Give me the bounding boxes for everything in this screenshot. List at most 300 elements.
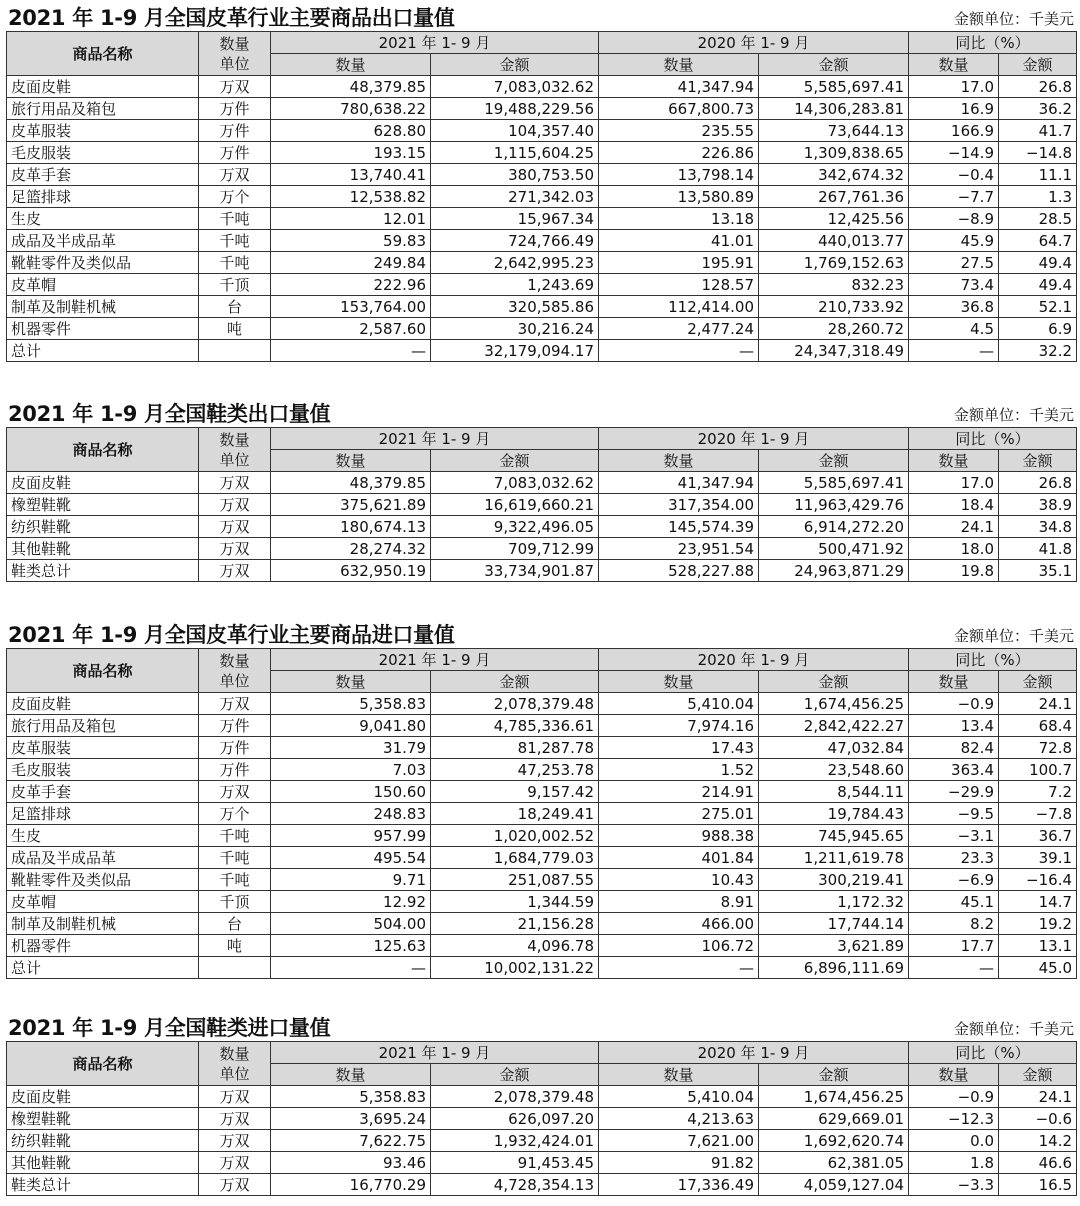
header-amount-2021: 金额 — [431, 450, 599, 472]
qty-2021-cell: 5,358.83 — [271, 693, 431, 715]
yoy-qty-cell: 45.9 — [909, 230, 999, 252]
table-row — [7, 935, 1077, 957]
product-name-cell: 旅行用品及箱包 — [7, 715, 199, 737]
yoy-amount-cell: 14.7 — [999, 891, 1077, 913]
header-period-2021: 2021 年 1- 9 月 — [271, 428, 599, 450]
header-amount-yoy: 金额 — [999, 450, 1077, 472]
table-row — [7, 913, 1077, 935]
qty-2021-cell: 28,274.32 — [271, 538, 431, 560]
yoy-amount-cell: 14.2 — [999, 1130, 1077, 1152]
product-name-cell: 皮面皮鞋 — [7, 693, 199, 715]
yoy-qty-cell: −0.9 — [909, 1086, 999, 1108]
qty-2020-cell: 5,410.04 — [599, 1086, 759, 1108]
yoy-qty-cell: 18.0 — [909, 538, 999, 560]
product-name-cell: 橡塑鞋靴 — [7, 494, 199, 516]
table-row — [7, 693, 1077, 715]
amount-2020-cell: 1,211,619.78 — [759, 847, 909, 869]
product-name-cell: 其他鞋靴 — [7, 1152, 199, 1174]
header-period-2020: 2020 年 1- 9 月 — [599, 32, 909, 54]
product-name-cell: 机器零件 — [7, 318, 199, 340]
unit-cell: 万个 — [199, 803, 271, 825]
qty-2020-cell: 41,347.94 — [599, 76, 759, 98]
table-title: 2021 年 1-9 月全国鞋类进口量值 — [8, 1016, 331, 1040]
table-row — [7, 230, 1077, 252]
product-name-cell: 生皮 — [7, 208, 199, 230]
amount-2020-cell: 14,306,283.81 — [759, 98, 909, 120]
unit-cell: 万件 — [199, 737, 271, 759]
amount-2021-cell: 16,619,660.21 — [431, 494, 599, 516]
header-unit-line2: 单位 — [219, 1064, 250, 1083]
table-row — [7, 1174, 1077, 1196]
header-unit-line1: 数量 — [219, 430, 250, 449]
header-amount-2021: 金额 — [431, 671, 599, 693]
amount-2020-cell: 1,309,838.65 — [759, 142, 909, 164]
unit-cell: 千吨 — [199, 847, 271, 869]
unit-cell: 万双 — [199, 76, 271, 98]
unit-cell: 千顶 — [199, 274, 271, 296]
table-row — [7, 98, 1077, 120]
qty-2021-cell: 504.00 — [271, 913, 431, 935]
product-name-cell: 机器零件 — [7, 935, 199, 957]
product-name-cell: 皮面皮鞋 — [7, 472, 199, 494]
amount-2021-cell: 7,083,032.62 — [431, 472, 599, 494]
qty-2021-cell: 2,587.60 — [271, 318, 431, 340]
qty-2020-cell: 226.86 — [599, 142, 759, 164]
product-name-cell: 毛皮服装 — [7, 142, 199, 164]
product-name-cell: 制革及制鞋机械 — [7, 913, 199, 935]
yoy-qty-cell: 8.2 — [909, 913, 999, 935]
amount-unit-note: 金额单位：千美元 — [953, 10, 1074, 28]
yoy-amount-cell: 26.8 — [999, 76, 1077, 98]
qty-2021-cell: 125.63 — [271, 935, 431, 957]
qty-2020-cell: 235.55 — [599, 120, 759, 142]
amount-2021-cell: 32,179,094.17 — [431, 340, 599, 362]
qty-2020-cell: 7,621.00 — [599, 1130, 759, 1152]
table-title: 2021 年 1-9 月全国鞋类出口量值 — [8, 402, 331, 426]
amount-2020-cell: 24,963,871.29 — [759, 560, 909, 582]
product-name-cell: 橡塑鞋靴 — [7, 1108, 199, 1130]
table-row — [7, 715, 1077, 737]
yoy-amount-cell: 41.8 — [999, 538, 1077, 560]
amount-2021-cell: 320,585.86 — [431, 296, 599, 318]
yoy-amount-cell: 45.0 — [999, 957, 1077, 979]
amount-2020-cell: 62,381.05 — [759, 1152, 909, 1174]
unit-cell: 万双 — [199, 781, 271, 803]
header-unit — [199, 32, 271, 76]
yoy-amount-cell: 35.1 — [999, 560, 1077, 582]
header-qty-yoy: 数量 — [909, 54, 999, 76]
header-unit — [199, 1042, 271, 1086]
yoy-qty-cell: 13.4 — [909, 715, 999, 737]
unit-cell: 万件 — [199, 98, 271, 120]
amount-unit-note: 金额单位：千美元 — [953, 627, 1074, 645]
amount-2021-cell: 1,243.69 — [431, 274, 599, 296]
header-period-2020: 2020 年 1- 9 月 — [599, 1042, 909, 1064]
qty-2020-cell: 317,354.00 — [599, 494, 759, 516]
qty-2020-cell: 5,410.04 — [599, 693, 759, 715]
qty-2021-cell: 16,770.29 — [271, 1174, 431, 1196]
table-title: 2021 年 1-9 月全国皮革行业主要商品进口量值 — [8, 623, 455, 647]
amount-2020-cell: 1,769,152.63 — [759, 252, 909, 274]
qty-2020-cell: 8.91 — [599, 891, 759, 913]
header-period-2021: 2021 年 1- 9 月 — [271, 1042, 599, 1064]
yoy-amount-cell: 7.2 — [999, 781, 1077, 803]
qty-2020-cell: 13,580.89 — [599, 186, 759, 208]
header-unit-line1: 数量 — [219, 34, 250, 53]
qty-2020-cell: 401.84 — [599, 847, 759, 869]
yoy-amount-cell: 39.1 — [999, 847, 1077, 869]
table-row — [7, 759, 1077, 781]
amount-2020-cell: 745,945.65 — [759, 825, 909, 847]
amount-2021-cell: 47,253.78 — [431, 759, 599, 781]
yoy-amount-cell: 13.1 — [999, 935, 1077, 957]
amount-2020-cell: 24,347,318.49 — [759, 340, 909, 362]
amount-2021-cell: 4,096.78 — [431, 935, 599, 957]
product-name-cell: 皮革帽 — [7, 274, 199, 296]
amount-2020-cell: 5,585,697.41 — [759, 76, 909, 98]
unit-cell: 万件 — [199, 120, 271, 142]
unit-cell: 万双 — [199, 1152, 271, 1174]
amount-2021-cell: 2,642,995.23 — [431, 252, 599, 274]
qty-2020-cell: 195.91 — [599, 252, 759, 274]
amount-2021-cell: 9,322,496.05 — [431, 516, 599, 538]
yoy-qty-cell: −12.3 — [909, 1108, 999, 1130]
qty-2021-cell: 5,358.83 — [271, 1086, 431, 1108]
amount-2020-cell: 1,674,456.25 — [759, 1086, 909, 1108]
data-table — [6, 1041, 1077, 1196]
header-amount-2020: 金额 — [759, 1064, 909, 1086]
amount-2021-cell: 15,967.34 — [431, 208, 599, 230]
yoy-qty-cell: −3.1 — [909, 825, 999, 847]
header-unit-line2: 单位 — [219, 671, 250, 690]
product-name-cell: 成品及半成品革 — [7, 847, 199, 869]
amount-2020-cell: 2,842,422.27 — [759, 715, 909, 737]
table-row — [7, 957, 1077, 979]
amount-2020-cell: 500,471.92 — [759, 538, 909, 560]
amount-2020-cell: 11,963,429.76 — [759, 494, 909, 516]
qty-2021-cell: 7.03 — [271, 759, 431, 781]
qty-2020-cell: 10.43 — [599, 869, 759, 891]
amount-2021-cell: 33,734,901.87 — [431, 560, 599, 582]
yoy-amount-cell: 36.2 — [999, 98, 1077, 120]
unit-cell: 万双 — [199, 516, 271, 538]
amount-2021-cell: 19,488,229.56 — [431, 98, 599, 120]
product-name-cell: 皮革帽 — [7, 891, 199, 913]
product-name-cell: 总计 — [7, 340, 199, 362]
header-product-name: 商品名称 — [7, 428, 199, 472]
table-row — [7, 516, 1077, 538]
amount-2020-cell: 73,644.13 — [759, 120, 909, 142]
qty-2020-cell: 1.52 — [599, 759, 759, 781]
qty-2020-cell: 988.38 — [599, 825, 759, 847]
qty-2020-cell: 112,414.00 — [599, 296, 759, 318]
qty-2021-cell: 957.99 — [271, 825, 431, 847]
qty-2020-cell: 23,951.54 — [599, 538, 759, 560]
table-row — [7, 847, 1077, 869]
amount-2020-cell: 629,669.01 — [759, 1108, 909, 1130]
yoy-qty-cell: 45.1 — [909, 891, 999, 913]
unit-cell: 万双 — [199, 538, 271, 560]
yoy-amount-cell: −14.8 — [999, 142, 1077, 164]
product-name-cell: 足篮排球 — [7, 803, 199, 825]
product-name-cell: 总计 — [7, 957, 199, 979]
amount-2021-cell: 104,357.40 — [431, 120, 599, 142]
yoy-qty-cell: −0.4 — [909, 164, 999, 186]
unit-cell: 万件 — [199, 142, 271, 164]
qty-2021-cell: 12.92 — [271, 891, 431, 913]
header-product-name: 商品名称 — [7, 649, 199, 693]
amount-2021-cell: 7,083,032.62 — [431, 76, 599, 98]
yoy-amount-cell: 24.1 — [999, 1086, 1077, 1108]
qty-2021-cell: 180,674.13 — [271, 516, 431, 538]
table-row — [7, 1130, 1077, 1152]
unit-cell: 万双 — [199, 164, 271, 186]
table-row — [7, 560, 1077, 582]
yoy-qty-cell: 17.0 — [909, 76, 999, 98]
table-row — [7, 120, 1077, 142]
header-unit-line1: 数量 — [219, 1044, 250, 1063]
amount-2021-cell: 21,156.28 — [431, 913, 599, 935]
amount-2020-cell: 210,733.92 — [759, 296, 909, 318]
yoy-amount-cell: 1.3 — [999, 186, 1077, 208]
unit-cell: 万双 — [199, 693, 271, 715]
yoy-amount-cell: −7.8 — [999, 803, 1077, 825]
unit-cell: 千吨 — [199, 208, 271, 230]
amount-2021-cell: 9,157.42 — [431, 781, 599, 803]
qty-2020-cell: 4,213.63 — [599, 1108, 759, 1130]
yoy-qty-cell: −8.9 — [909, 208, 999, 230]
yoy-qty-cell: −3.3 — [909, 1174, 999, 1196]
yoy-qty-cell: 27.5 — [909, 252, 999, 274]
header-period-2021: 2021 年 1- 9 月 — [271, 32, 599, 54]
yoy-qty-cell: −6.9 — [909, 869, 999, 891]
yoy-qty-cell: 17.7 — [909, 935, 999, 957]
table-row — [7, 494, 1077, 516]
product-name-cell: 皮面皮鞋 — [7, 1086, 199, 1108]
amount-2020-cell: 6,914,272.20 — [759, 516, 909, 538]
table-row — [7, 76, 1077, 98]
amount-2021-cell: 2,078,379.48 — [431, 1086, 599, 1108]
yoy-amount-cell: 64.7 — [999, 230, 1077, 252]
qty-2021-cell: 13,740.41 — [271, 164, 431, 186]
qty-2020-cell: — — [599, 340, 759, 362]
qty-2020-cell: 275.01 — [599, 803, 759, 825]
product-name-cell: 皮革服装 — [7, 737, 199, 759]
data-table — [6, 31, 1077, 362]
qty-2021-cell: 193.15 — [271, 142, 431, 164]
qty-2021-cell: 31.79 — [271, 737, 431, 759]
header-qty-2021: 数量 — [271, 450, 431, 472]
data-table — [6, 427, 1077, 582]
data-table — [6, 648, 1077, 979]
unit-cell: 千吨 — [199, 252, 271, 274]
amount-2021-cell: 380,753.50 — [431, 164, 599, 186]
yoy-qty-cell: — — [909, 957, 999, 979]
product-name-cell: 生皮 — [7, 825, 199, 847]
header-unit-line2: 单位 — [219, 450, 250, 469]
header-amount-2020: 金额 — [759, 54, 909, 76]
yoy-qty-cell: −9.5 — [909, 803, 999, 825]
amount-2021-cell: 1,115,604.25 — [431, 142, 599, 164]
amount-2020-cell: 23,548.60 — [759, 759, 909, 781]
unit-cell: 吨 — [199, 935, 271, 957]
unit-cell: 万双 — [199, 1174, 271, 1196]
table-row — [7, 142, 1077, 164]
yoy-amount-cell: 52.1 — [999, 296, 1077, 318]
qty-2021-cell: 48,379.85 — [271, 472, 431, 494]
unit-cell: 万件 — [199, 715, 271, 737]
header-amount-yoy: 金额 — [999, 1064, 1077, 1086]
yoy-qty-cell: −7.7 — [909, 186, 999, 208]
table-row — [7, 318, 1077, 340]
qty-2020-cell: 528,227.88 — [599, 560, 759, 582]
qty-2021-cell: 3,695.24 — [271, 1108, 431, 1130]
yoy-qty-cell: 166.9 — [909, 120, 999, 142]
yoy-amount-cell: 19.2 — [999, 913, 1077, 935]
header-yoy: 同比（%） — [909, 428, 1077, 450]
yoy-qty-cell: −0.9 — [909, 693, 999, 715]
header-qty-yoy: 数量 — [909, 450, 999, 472]
yoy-amount-cell: 36.7 — [999, 825, 1077, 847]
qty-2020-cell: 106.72 — [599, 935, 759, 957]
qty-2021-cell: — — [271, 340, 431, 362]
amount-2021-cell: 251,087.55 — [431, 869, 599, 891]
table-row — [7, 164, 1077, 186]
header-qty-2021: 数量 — [271, 671, 431, 693]
unit-cell: 万双 — [199, 472, 271, 494]
header-qty-2020: 数量 — [599, 671, 759, 693]
amount-2021-cell: 626,097.20 — [431, 1108, 599, 1130]
qty-2020-cell: 17,336.49 — [599, 1174, 759, 1196]
amount-2020-cell: 1,674,456.25 — [759, 693, 909, 715]
yoy-amount-cell: 41.7 — [999, 120, 1077, 142]
amount-2021-cell: 1,020,002.52 — [431, 825, 599, 847]
table-row — [7, 252, 1077, 274]
qty-2020-cell: 2,477.24 — [599, 318, 759, 340]
amount-2021-cell: 1,344.59 — [431, 891, 599, 913]
header-period-2020: 2020 年 1- 9 月 — [599, 649, 909, 671]
amount-2021-cell: 271,342.03 — [431, 186, 599, 208]
qty-2021-cell: 59.83 — [271, 230, 431, 252]
yoy-amount-cell: 100.7 — [999, 759, 1077, 781]
qty-2021-cell: 632,950.19 — [271, 560, 431, 582]
product-name-cell: 成品及半成品革 — [7, 230, 199, 252]
amount-2021-cell: 709,712.99 — [431, 538, 599, 560]
amount-2021-cell: 4,785,336.61 — [431, 715, 599, 737]
yoy-qty-cell: 73.4 — [909, 274, 999, 296]
unit-cell: 万双 — [199, 1108, 271, 1130]
yoy-qty-cell: 82.4 — [909, 737, 999, 759]
qty-2020-cell: 13,798.14 — [599, 164, 759, 186]
header-qty-2020: 数量 — [599, 450, 759, 472]
yoy-qty-cell: −29.9 — [909, 781, 999, 803]
qty-2021-cell: 9.71 — [271, 869, 431, 891]
yoy-qty-cell: 17.0 — [909, 472, 999, 494]
amount-2020-cell: 342,674.32 — [759, 164, 909, 186]
unit-cell: 台 — [199, 913, 271, 935]
qty-2020-cell: 466.00 — [599, 913, 759, 935]
table-row — [7, 472, 1077, 494]
table-row — [7, 186, 1077, 208]
qty-2021-cell: 495.54 — [271, 847, 431, 869]
amount-2021-cell: 724,766.49 — [431, 230, 599, 252]
product-name-cell: 皮革手套 — [7, 781, 199, 803]
amount-2020-cell: 267,761.36 — [759, 186, 909, 208]
table-row — [7, 781, 1077, 803]
amount-2020-cell: 4,059,127.04 — [759, 1174, 909, 1196]
table-row — [7, 296, 1077, 318]
table-row — [7, 737, 1077, 759]
header-amount-2021: 金额 — [431, 54, 599, 76]
header-yoy: 同比（%） — [909, 32, 1077, 54]
product-name-cell: 皮面皮鞋 — [7, 76, 199, 98]
header-qty-yoy: 数量 — [909, 671, 999, 693]
amount-2021-cell: 91,453.45 — [431, 1152, 599, 1174]
product-name-cell: 其他鞋靴 — [7, 538, 199, 560]
yoy-qty-cell: 18.4 — [909, 494, 999, 516]
table-row — [7, 1108, 1077, 1130]
qty-2020-cell: 7,974.16 — [599, 715, 759, 737]
unit-cell: 千吨 — [199, 230, 271, 252]
amount-2020-cell: 28,260.72 — [759, 318, 909, 340]
product-name-cell: 纺织鞋靴 — [7, 516, 199, 538]
qty-2021-cell: 780,638.22 — [271, 98, 431, 120]
table-row — [7, 891, 1077, 913]
qty-2020-cell: 145,574.39 — [599, 516, 759, 538]
amount-2020-cell: 3,621.89 — [759, 935, 909, 957]
yoy-amount-cell: 49.4 — [999, 252, 1077, 274]
product-name-cell: 纺织鞋靴 — [7, 1130, 199, 1152]
yoy-amount-cell: 24.1 — [999, 693, 1077, 715]
header-unit — [199, 428, 271, 472]
amount-2020-cell: 19,784.43 — [759, 803, 909, 825]
table-row — [7, 340, 1077, 362]
header-product-name: 商品名称 — [7, 32, 199, 76]
table-row — [7, 869, 1077, 891]
yoy-qty-cell: 19.8 — [909, 560, 999, 582]
table-row — [7, 825, 1077, 847]
unit-cell: 万双 — [199, 494, 271, 516]
header-qty-2020: 数量 — [599, 54, 759, 76]
amount-unit-note: 金额单位：千美元 — [953, 1020, 1074, 1038]
header-qty-2020: 数量 — [599, 1064, 759, 1086]
header-amount-2020: 金额 — [759, 450, 909, 472]
amount-2021-cell: 81,287.78 — [431, 737, 599, 759]
product-name-cell: 皮革手套 — [7, 164, 199, 186]
header-period-2020: 2020 年 1- 9 月 — [599, 428, 909, 450]
header-qty-2021: 数量 — [271, 1064, 431, 1086]
yoy-amount-cell: 28.5 — [999, 208, 1077, 230]
product-name-cell: 鞋类总计 — [7, 1174, 199, 1196]
yoy-amount-cell: 6.9 — [999, 318, 1077, 340]
table-row — [7, 1086, 1077, 1108]
header-qty-2021: 数量 — [271, 54, 431, 76]
qty-2020-cell: 17.43 — [599, 737, 759, 759]
qty-2021-cell: 48,379.85 — [271, 76, 431, 98]
unit-cell: 千顶 — [199, 891, 271, 913]
qty-2021-cell: 7,622.75 — [271, 1130, 431, 1152]
qty-2021-cell: 12.01 — [271, 208, 431, 230]
product-name-cell: 靴鞋零件及类似品 — [7, 869, 199, 891]
header-qty-yoy: 数量 — [909, 1064, 999, 1086]
amount-2020-cell: 300,219.41 — [759, 869, 909, 891]
amount-2020-cell: 1,172.32 — [759, 891, 909, 913]
yoy-qty-cell: 4.5 — [909, 318, 999, 340]
table-row — [7, 208, 1077, 230]
yoy-amount-cell: −0.6 — [999, 1108, 1077, 1130]
product-name-cell: 旅行用品及箱包 — [7, 98, 199, 120]
qty-2021-cell: 248.83 — [271, 803, 431, 825]
